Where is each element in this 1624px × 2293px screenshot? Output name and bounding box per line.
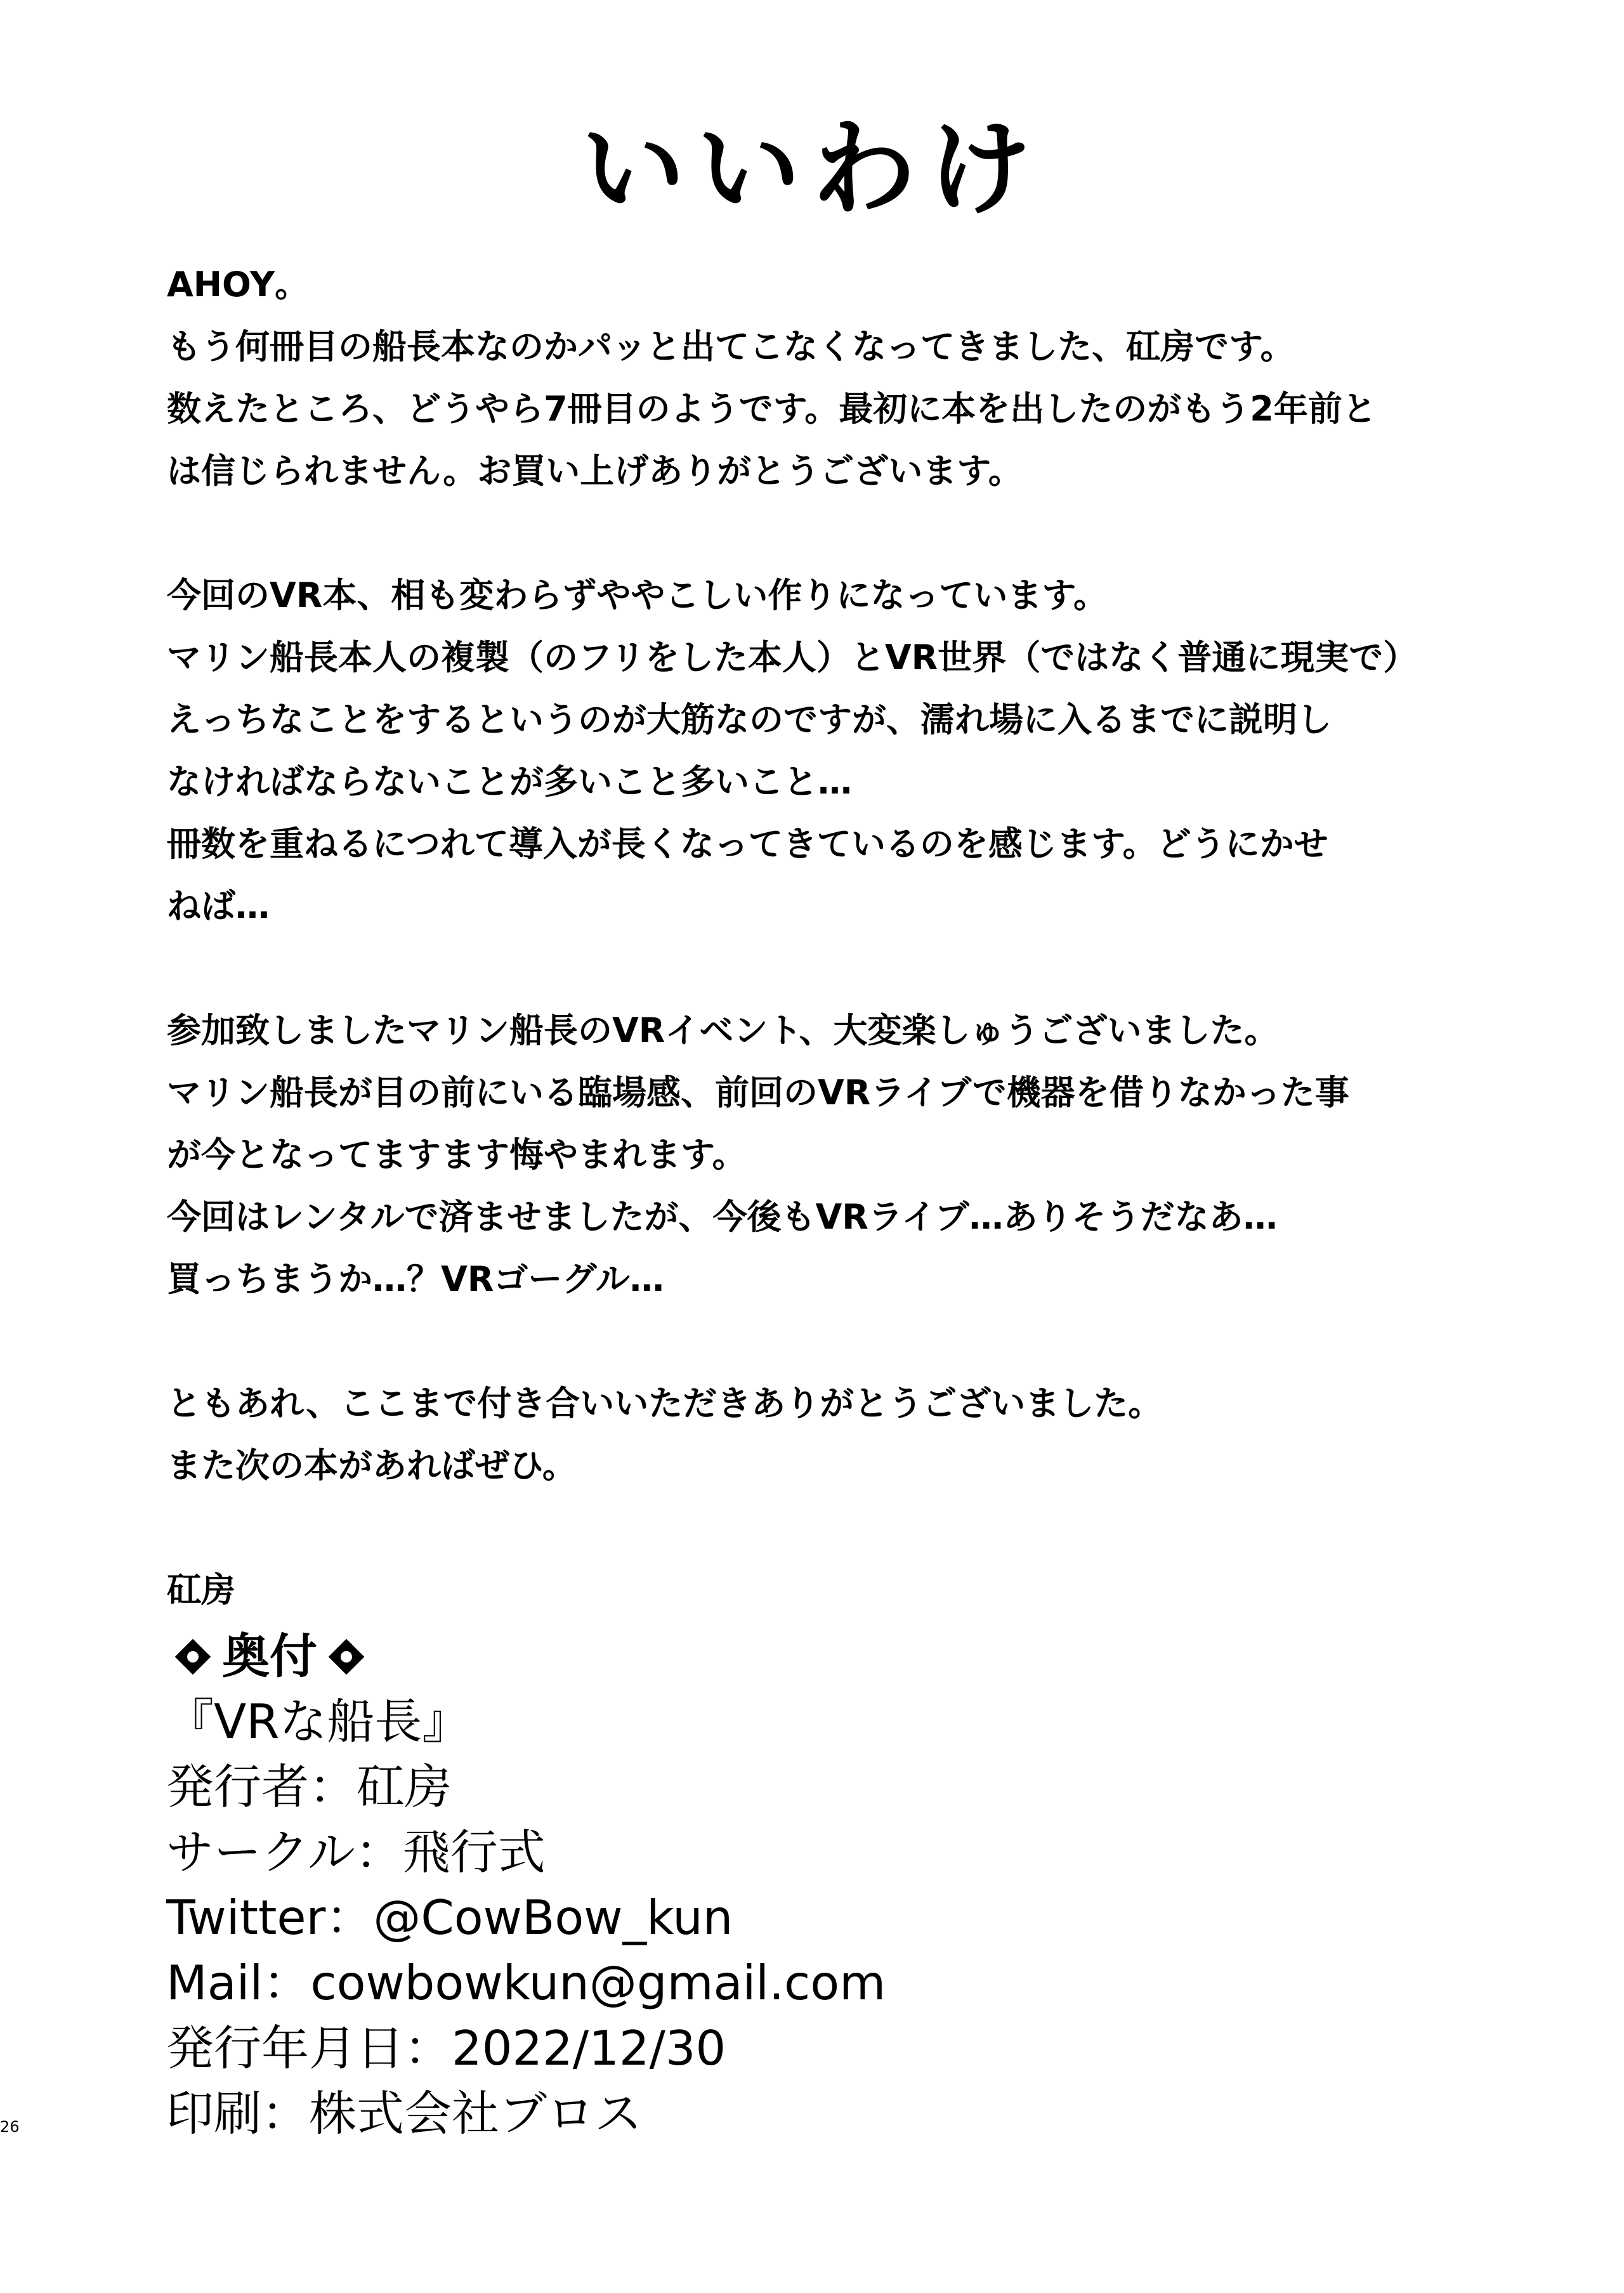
author-signature: 矼房 [167, 1570, 235, 1610]
colophon-heading [166, 1624, 1435, 1689]
colophon [166, 1624, 1435, 2146]
diamond-ornament-icon [175, 1638, 211, 1675]
colophon-circle: サークル：飛行式 [166, 1824, 546, 1880]
body-line: また次の本があればぜひ。 [167, 1446, 577, 1486]
body-blank-line [167, 1497, 1499, 1559]
colophon-heading-label: 奥付 [222, 1628, 318, 1684]
body-blank-line [167, 502, 1499, 565]
colophon-printer: 印刷：株式会社ブロス [166, 2086, 643, 2141]
body-line: 冊数を重ねるにつれて導入が長くなってきているのを感じます。どうにかせ [167, 824, 1328, 864]
body-line: AHOY。 [167, 265, 310, 304]
body-line: が今となってますます悔やまれます。 [167, 1135, 747, 1175]
body-line: は信じられません。お買い上げありがとうございます。 [167, 451, 1023, 491]
diamond-ornament-icon [329, 1638, 365, 1675]
body-line: 今回のVR本、相も変わらずややこしい作りになっています。 [167, 575, 1108, 615]
body-line: マリン船長が目の前にいる臨場感、前回のVRライブで機器を借りなかった事 [167, 1073, 1349, 1113]
afterword-body [167, 254, 1499, 1621]
body-line: マリン船長本人の複製（のフリをした本人）とVR世界（ではなく普通に現実で） [167, 637, 1418, 677]
body-line: ねば… [167, 886, 270, 926]
body-line: 買っちまうか…？VRゴーグル… [167, 1259, 664, 1299]
body-line: もう何冊目の船長本なのかパッと出てこなくなってきました、矼房です。 [167, 327, 1295, 367]
colophon-publisher: 発行者：矼房 [166, 1759, 452, 1815]
colophon-twitter: Twitter：@CowBow_kun [166, 1890, 733, 1945]
colophon-date: 発行年月日：2022/12/30 [166, 2020, 726, 2076]
body-line: なければならないことが多いこと多いこと… [167, 762, 852, 802]
colophon-mail: Mail：cowbowkun@gmail.com [166, 1955, 886, 2011]
body-line: 今回はレンタルで済ませましたが、今後もVRライブ…ありそうだなあ… [167, 1197, 1278, 1237]
body-line: ともあれ、ここまで付き合いいただきありがとうございました。 [167, 1383, 1163, 1423]
body-line: 参加致しましたマリン船長のVRイベント、大変楽しゅうございました。 [167, 1010, 1279, 1050]
body-line: えっちなことをするというのが大筋なのですが、濡れ場に入るまでに説明し [167, 700, 1332, 740]
body-line: 数えたところ、どうやら7冊目のようです。最初に本を出したのがもう2年前と [167, 389, 1377, 429]
page-title: いいわけ [580, 108, 1043, 230]
body-blank-line [167, 937, 1499, 1000]
body-blank-line [167, 1310, 1499, 1373]
colophon-book-title: 『VRな船長』 [166, 1694, 470, 1749]
page-number: 26 [0, 2118, 20, 2136]
